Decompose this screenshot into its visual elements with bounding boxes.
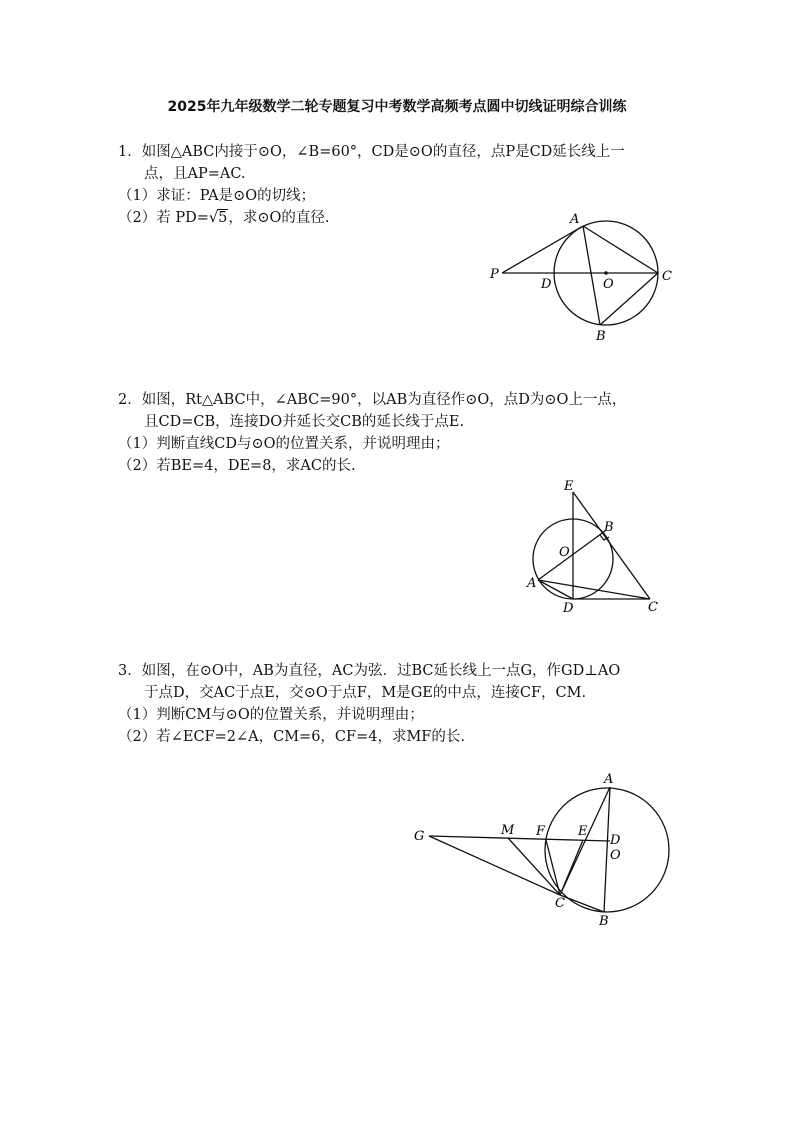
sqrt-sign: √ — [208, 210, 219, 226]
problem-3-part-1: （1）判断CM与⊙O的位置关系，并说明理由； — [118, 707, 424, 723]
label-p: P — [490, 267, 499, 282]
problem-2-line-2: 且CD=CB，连接DO并延长交CB的延长线于点E. — [144, 414, 465, 430]
label-m: M — [501, 823, 515, 838]
label-e: E — [578, 824, 588, 839]
label-g: G — [414, 829, 425, 844]
label-d: D — [541, 277, 552, 292]
label-o: O — [603, 277, 614, 292]
label-e: E — [564, 479, 574, 494]
problem-3-part-2: （2）若∠ECF=2∠A，CM=6，CF=4，求MF的长. — [118, 729, 465, 745]
problem-1-part-1: （1）求证：PA是⊙O的切线； — [118, 188, 316, 204]
label-o: O — [610, 848, 621, 863]
label-d: D — [563, 601, 574, 616]
page-title: 2025年九年级数学二轮专题复习中考数学高频考点圆中切线证明综合训练 — [167, 99, 627, 115]
label-d: D — [610, 833, 621, 848]
label-c: C — [555, 896, 565, 911]
label-o: O — [559, 545, 570, 560]
label-a: A — [527, 576, 537, 591]
label-c: C — [648, 600, 658, 615]
problem-1-part-2-prefix: （2）若 PD= — [118, 210, 209, 226]
segment-gc — [429, 836, 560, 895]
problem-1-line-1: 1．如图△ABC内接于⊙O，∠B=60°，CD是⊙O的直径，点P是CD延长线上一 — [118, 144, 625, 160]
segment-ce — [560, 840, 583, 895]
label-a: A — [570, 212, 580, 227]
label-a: A — [604, 772, 614, 787]
problem-3-line-2: 于点D，交AC于点E，交⊙O于点F，M是GE的中点，连接CF，CM. — [144, 685, 587, 701]
sqrt-radicand: 5 — [218, 210, 228, 226]
label-c: C — [662, 269, 672, 284]
problem-3-line-1: 3．如图，在⊙O中，AB为直径，AC为弦．过BC延长线上一点G，作GD⊥AO — [118, 663, 621, 679]
problem-2-line-1: 2．如图，Rt△ABC中，∠ABC=90°，以AB为直径作⊙O，点D为⊙O上一点， — [118, 392, 627, 408]
problem-1-part-2-suffix: ，求⊙O的直径. — [228, 210, 330, 226]
label-b: B — [599, 914, 609, 929]
label-f: F — [536, 824, 546, 839]
label-b: B — [604, 520, 614, 535]
problem-2-part-2: （2）若BE=4，DE=8，求AC的长. — [118, 458, 356, 474]
label-b: B — [596, 329, 606, 344]
problem-1-line-2: 点，且AP=AC. — [144, 166, 246, 182]
problem-2-part-1: （1）判断直线CD与⊙O的位置关系，并说明理由； — [118, 436, 450, 452]
segment-cb — [560, 895, 604, 912]
